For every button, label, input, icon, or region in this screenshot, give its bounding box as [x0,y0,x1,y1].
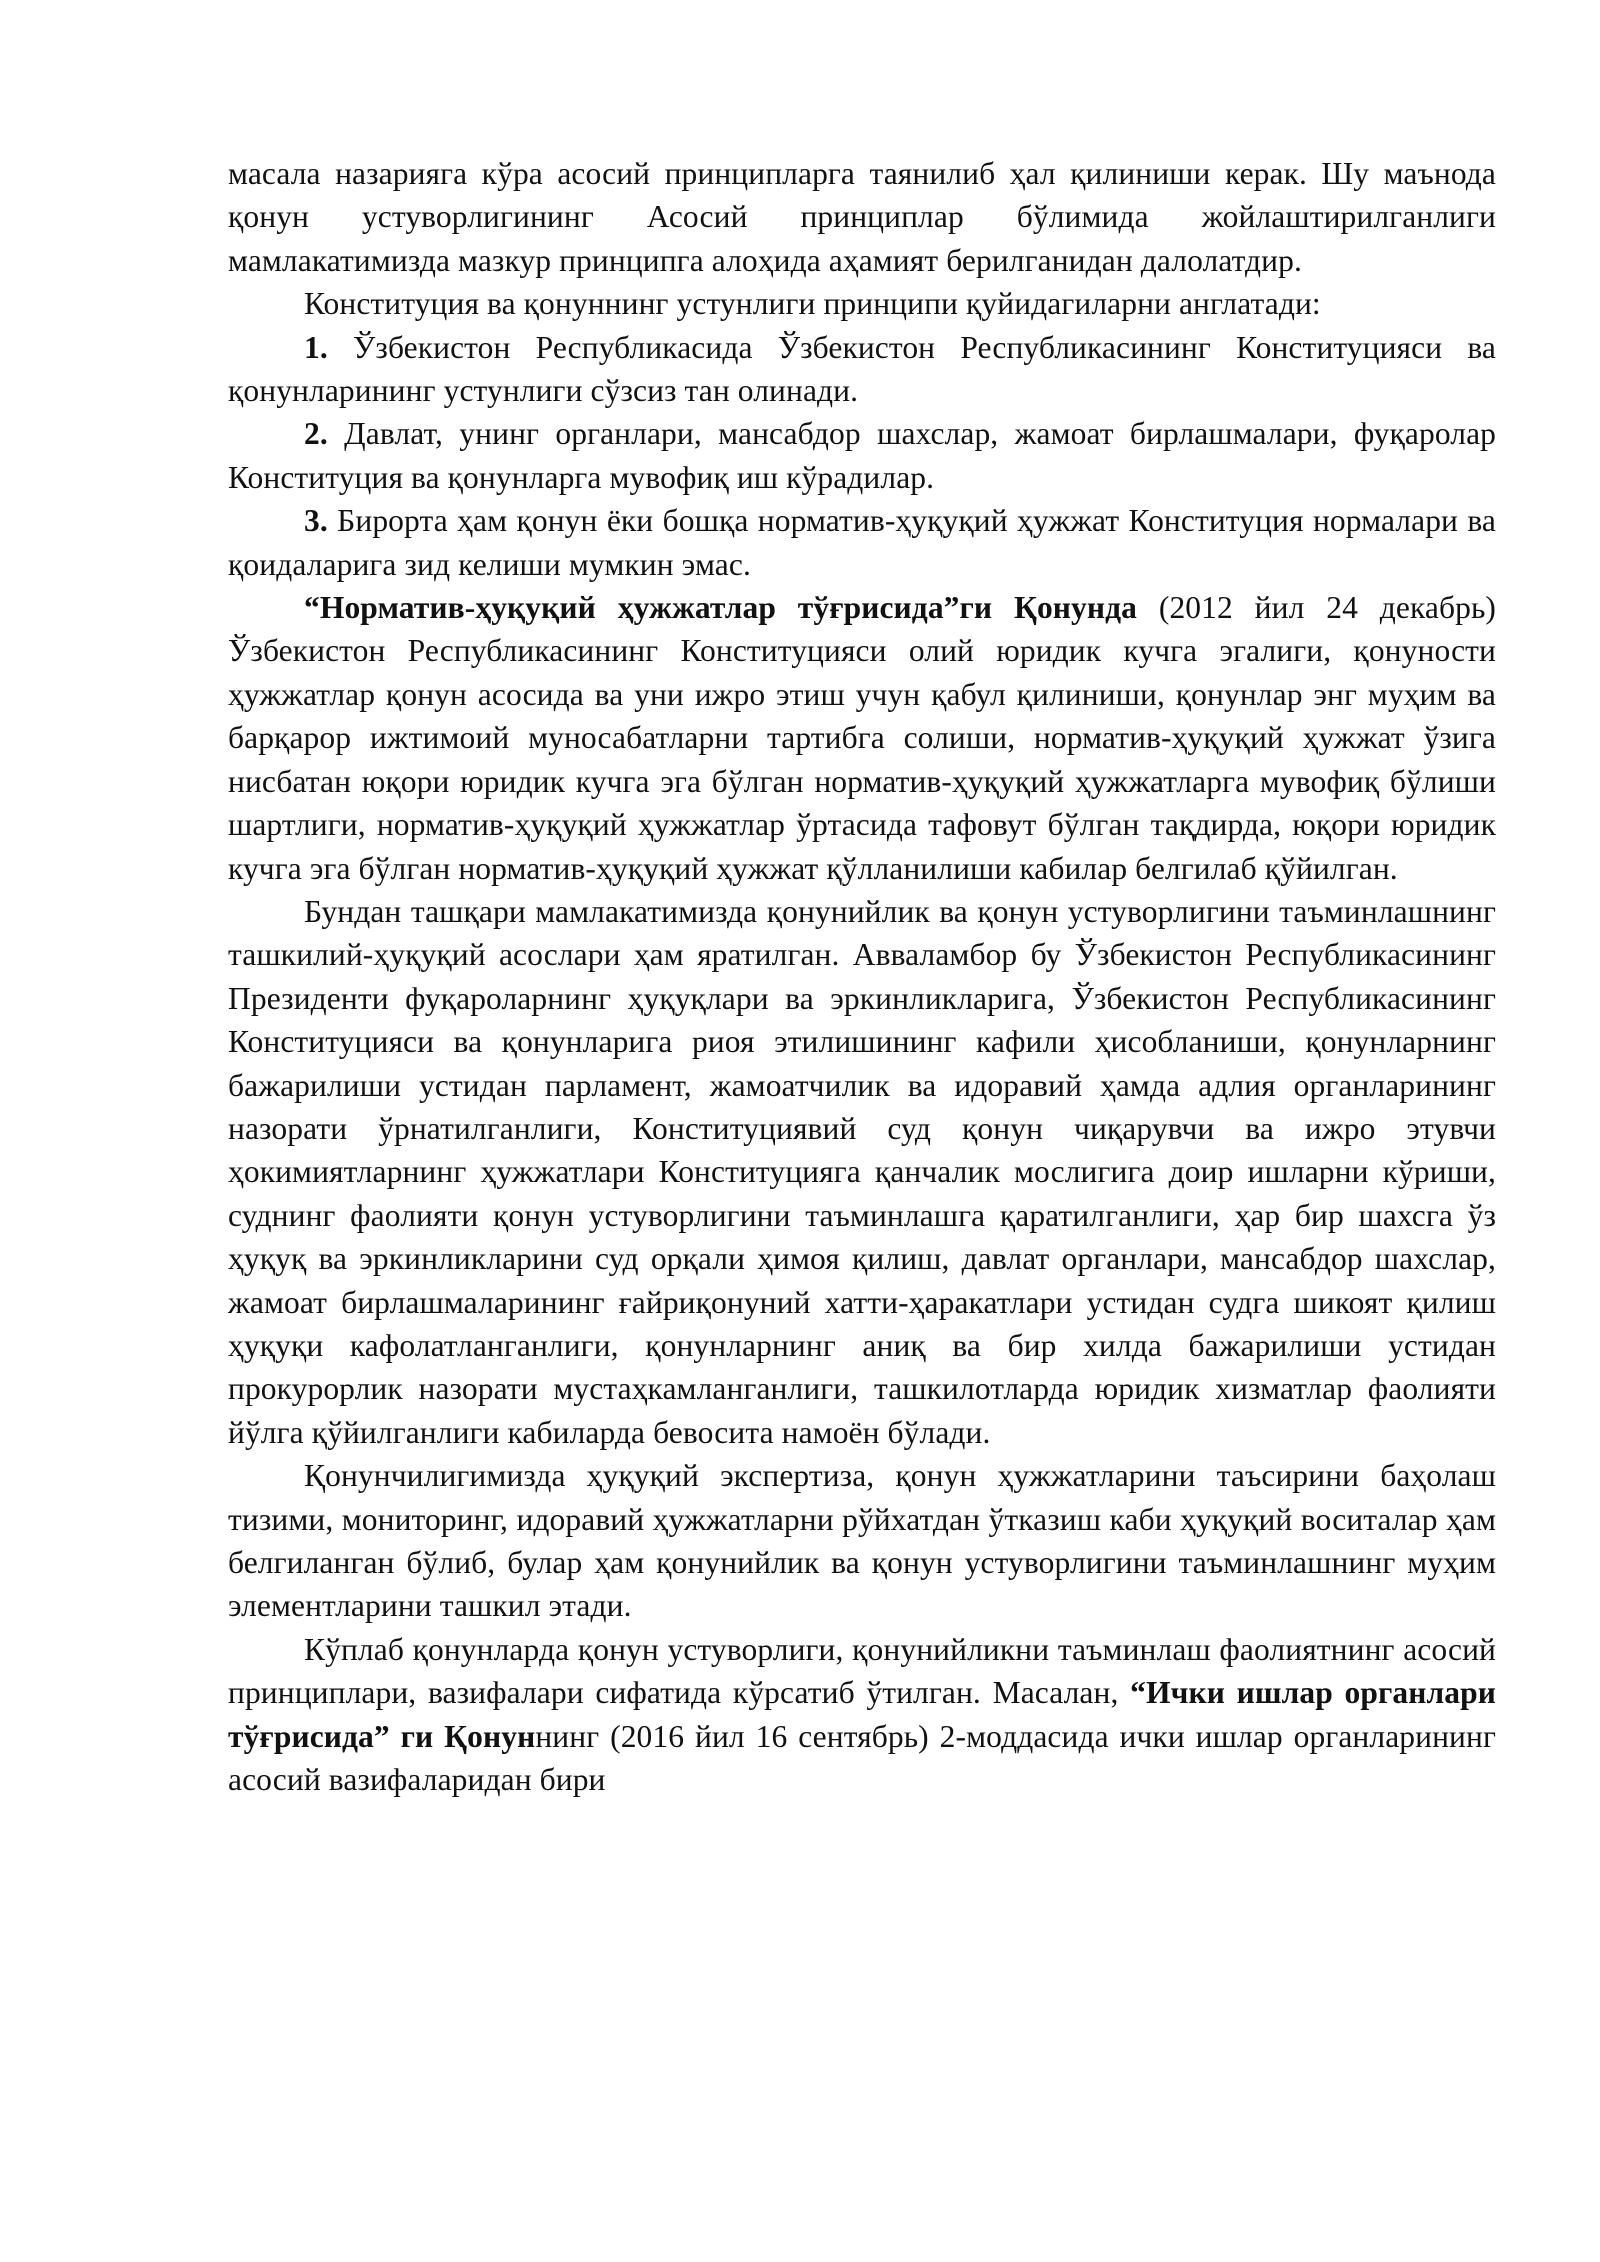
paragraph-6 [228,1628,1496,1802]
list-text-2: Давлат, унинг органлари, мансабдор шахслар, жамоат бирлашмалари, фуқаролар Конституция ва қонунларга мувофиқ иш кўрадилар. [228,416,1496,495]
law-title-internal-affairs: “Ички ишлар органлари тўғрисида” ги Қонун [228,1675,1496,1754]
list-number-2: 2. [304,416,328,452]
paragraph-6-text-b: нинг (2016 йил 16 сентябрь) 2-моддасида ички ишлар органларининг асосий вазифаларидан бири [228,1718,1496,1798]
paragraph-4: Бундан ташқари мамлакатимизда қонунийлик ва қонун устуворлигини таъминлашнинг ташкилий-ҳуқуқий асослари ҳам яратилган. Авваламбор бу Ўзбекистон Республикасининг Президенти фуқароларнинг ҳуқуқлари ва эркинликларига, Ўзбекистон Республикасининг Конституцияси ва қонунларига риоя этилишининг кафили ҳисобланиши, қонунларнинг бажарилиши устидан парламент, жамоатчилик ва идоравий ҳамда адлия органларининг назорати ўрнатилганлиги, Конституциявий суд қонун чиқарувчи ва ижро этувчи ҳокимиятларнинг ҳужжатлари Конституцияга қанчалик мослигига доир ишларни кўриши, суднинг фаолияти қонун устуворлигини таъминлашга қаратилганлиги, ҳар бир шахсга ўз ҳуқуқ ва эркинликларини суд орқали ҳимоя қилиш, давлат органлари, мансабдор шахслар, жамоат бирлашмаларининг ғайриқонуний хатти-ҳаракатлари устидан судга шикоят қилиш ҳуқуқи кафолатланганлиги, қонунларнинг аниқ ва бир хилда бажарилиши устидан прокурорлик назорати мустаҳкамланганлиги, ташкилотларда юридик хизматлар фаолияти йўлга қўйилганлиги кабиларда бевосита намоён бўлади. [228,893,1496,1450]
paragraph-3 [228,586,1496,890]
document-page [228,152,1496,1801]
list-text-3: Бирорта ҳам қонун ёки бошқа норматив-ҳуқуқий ҳужжат Конституция нормалари ва қоидаларига зид келиши мумкин эмас. [228,503,1496,582]
paragraph-5: Қонунчилигимизда ҳуқуқий экспертиза, қонун ҳужжатларини таъсирини баҳолаш тизими, мониторинг, идоравий ҳужжатларни рўйхатдан ўтказиш каби ҳуқуқий воситалар ҳам белгиланган бўлиб, булар ҳам қонунийлик ва қонун устуворлигини таъминлашнинг муҳим элементларини ташкил этади. [228,1458,1496,1624]
list-item-3 [228,499,1496,586]
list-number-3: 3. [304,503,328,539]
paragraph-2: Конституция ва қонуннинг устунлиги принципи қуйидагиларни англатади: [304,286,1321,322]
list-number-1: 1. [304,329,328,365]
paragraph-1: масала назарияга кўра асосий принципларга таянилиб ҳал қилиниши керак. Шу маънода қонун устуворлигининг Асосий принциплар бўлимида жойлаштирилганлиги мамлакатимизда мазкур принципга алоҳида аҳамият берилганидан далолатдир. [228,156,1496,278]
list-text-1: Ўзбекистон Республикасида Ўзбекистон Республикасининг Конституцияси ва қонунларининг устунлиги сўзсиз тан олинади. [228,329,1496,409]
list-item-1 [228,326,1496,413]
list-item-2 [228,412,1496,499]
law-title-normative: “Норматив-ҳуқуқий ҳужжатлар тўғрисида”ги Қонунда [304,590,1138,626]
paragraph-3-text: (2012 йил 24 декабрь) Ўзбекистон Республикасининг Конституцияси олий юридик кучга эгалиги, қонуности ҳужжатлар қонун асосида ва уни ижро этиш учун қабул қилиниши, қонунлар энг муҳим ва барқарор ижтимоий муносабатларни тартибга солиши, норматив-ҳуқуқий ҳужжат ўзига нисбатан юқори юридик кучга эга бўлган норматив-ҳуқуқий ҳужжатларга мувофиқ бўлиши шартлиги, норматив-ҳуқуқий ҳужжатлар ўртасида тафовут бўлган тақдирда, юқори юридик кучга эга бўлган норматив-ҳуқуқий ҳужжат қўлланилиши кабилар белгилаб қўйилган. [228,590,1496,886]
paragraph-6-text-a: Кўплаб қонунларда қонун устуворлиги, қонунийликни таъминлаш фаолиятнинг асосий принциплари, вазифалари сифатида кўрсатиб ўтилган. Масалан, [228,1631,1496,1711]
